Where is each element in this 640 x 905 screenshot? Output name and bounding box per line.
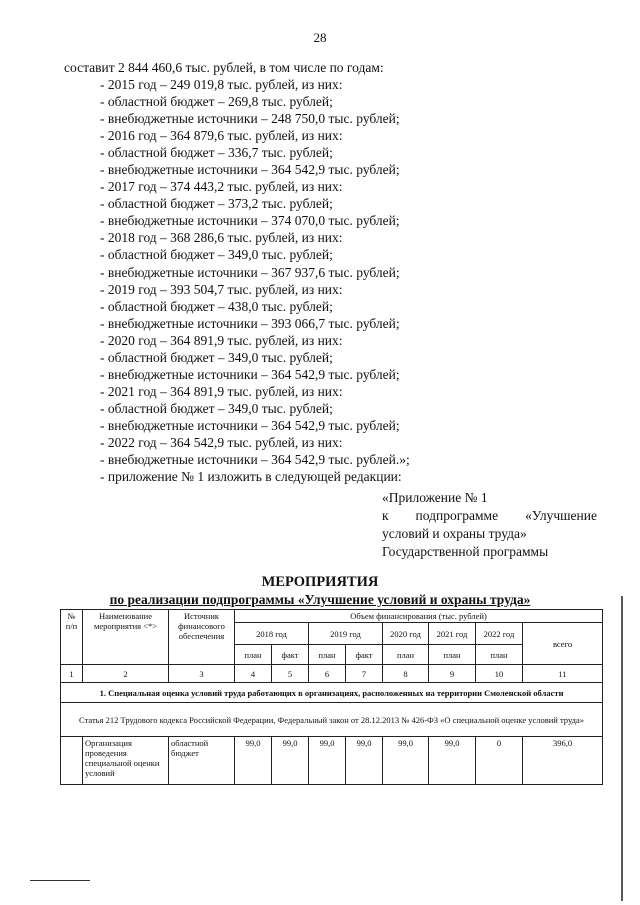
- header-year: 2022 год: [476, 623, 523, 645]
- funding-line: - приложение № 1 изложить в следующей редакции:: [100, 469, 402, 485]
- funding-line: - областной бюджет – 349,0 тыс. рублей;: [100, 400, 333, 416]
- appendix-reference: [382, 489, 597, 561]
- funding-line: - внебюджетные источники – 248 750,0 тыс. рублей;: [100, 111, 400, 127]
- law-row: [61, 703, 603, 737]
- funding-line: - внебюджетные источники – 364 542,9 тыс. рублей.»;: [100, 452, 410, 468]
- column-number: 9: [429, 665, 476, 683]
- header-name: Наименование мероприятия <*>: [83, 610, 169, 665]
- column-number: 11: [523, 665, 603, 683]
- funding-line: - 2018 год – 368 286,6 тыс. рублей, из них:: [100, 230, 343, 246]
- cell-value: 99,0: [235, 737, 272, 785]
- header-volume: Объем финансирования (тыс. рублей): [235, 610, 603, 623]
- funding-line: - областной бюджет – 373,2 тыс. рублей;: [100, 196, 333, 212]
- cell-num: [61, 737, 83, 785]
- column-number: 5: [272, 665, 309, 683]
- funding-line: - 2015 год – 249 019,8 тыс. рублей, из них:: [100, 77, 343, 92]
- header-year: 2018 год: [235, 623, 309, 645]
- document-subtitle: по реализации подпрограммы «Улучшение условий и охраны труда»: [109, 592, 531, 607]
- table-header-row: [61, 610, 603, 623]
- funding-line: - областной бюджет – 438,0 тыс. рублей;: [100, 298, 333, 314]
- funding-line: - внебюджетные источники – 367 937,6 тыс. рублей;: [100, 264, 400, 280]
- column-number: 1: [61, 665, 83, 683]
- cell-value: 99,0: [309, 737, 346, 785]
- table-row: [61, 737, 603, 785]
- funding-line: - 2016 год – 364 879,6 тыс. рублей, из них:: [100, 128, 343, 144]
- header-year: 2019 год: [309, 623, 383, 645]
- page-number: 28: [313, 30, 327, 45]
- funding-line: - областной бюджет – 349,0 тыс. рублей;: [100, 247, 333, 263]
- funding-line: - 2022 год – 364 542,9 тыс. рублей, из них:: [100, 434, 343, 450]
- funding-line: - 2017 год – 374 443,2 тыс. рублей, из них:: [100, 179, 343, 195]
- appendix-line: «Приложение № 1: [382, 490, 488, 505]
- cell-activity-name: Организация проведения специальной оценки условий: [83, 737, 169, 785]
- funding-line: - внебюджетные источники – 364 542,9 тыс. рублей;: [100, 366, 400, 382]
- funding-line: - областной бюджет – 269,8 тыс. рублей;: [100, 94, 333, 110]
- header-plan: план: [383, 645, 429, 665]
- cell-value: 99,0: [383, 737, 429, 785]
- cell-value: 0: [476, 737, 523, 785]
- column-number: 3: [169, 665, 235, 683]
- funding-line: - областной бюджет – 349,0 тыс. рублей;: [100, 349, 333, 365]
- column-number: 2: [83, 665, 169, 683]
- header-num: № п/п: [61, 610, 83, 665]
- cell-value: 99,0: [346, 737, 383, 785]
- activities-table: [60, 609, 603, 785]
- cell-source: областной бюджет: [169, 737, 235, 785]
- column-number: 6: [309, 665, 346, 683]
- cell-value: 99,0: [272, 737, 309, 785]
- header-plan: план: [309, 645, 346, 665]
- legal-basis: Статья 212 Трудового кодекса Российской Федерации, Федеральный закон от 28.12.2013 № 426-ФЗ «О специальной оценке условий труда»: [61, 703, 603, 737]
- section-row: [61, 683, 603, 703]
- column-number: 7: [346, 665, 383, 683]
- funding-line: - внебюджетные источники – 374 070,0 тыс. рублей;: [100, 213, 400, 229]
- funding-line: - внебюджетные источники – 393 066,7 тыс. рублей;: [100, 315, 400, 331]
- document-title: МЕРОПРИЯТИЯ: [261, 574, 379, 590]
- funding-line: - внебюджетные источники – 364 542,9 тыс. рублей;: [100, 162, 400, 178]
- section-heading: 1. Специальная оценка условий труда работающих в организациях, расположенных на территории Смоленской области: [61, 683, 603, 703]
- column-number: 10: [476, 665, 523, 683]
- header-plan: план: [476, 645, 523, 665]
- funding-line: - областной бюджет – 336,7 тыс. рублей;: [100, 145, 333, 161]
- column-number: 8: [383, 665, 429, 683]
- funding-list: [100, 76, 410, 485]
- header-fact: факт: [346, 645, 383, 665]
- header-year: 2021 год: [429, 623, 476, 645]
- header-source: Источник финансового обеспечения: [169, 610, 235, 665]
- cell-value: 396,0: [523, 737, 603, 785]
- appendix-line: условий и охраны труда»: [382, 526, 527, 541]
- appendix-line: к подпрограмме «Улучшение: [382, 508, 597, 523]
- cell-value: 99,0: [429, 737, 476, 785]
- scan-mark: [600, 596, 630, 901]
- funding-line: - 2021 год – 364 891,9 тыс. рублей, из них:: [100, 383, 343, 399]
- appendix-line: Государственной программы: [382, 544, 549, 559]
- column-number: 4: [235, 665, 272, 683]
- footnote-rule: [30, 880, 90, 881]
- column-number-row: [61, 665, 603, 683]
- header-fact: факт: [272, 645, 309, 665]
- funding-line: - 2019 год – 393 504,7 тыс. рублей, из них:: [100, 281, 343, 297]
- funding-line: - 2020 год – 364 891,9 тыс. рублей, из них:: [100, 332, 343, 348]
- header-plan: план: [235, 645, 272, 665]
- header-year: 2020 год: [383, 623, 429, 645]
- header-plan: план: [429, 645, 476, 665]
- funding-line: - внебюджетные источники – 364 542,9 тыс. рублей;: [100, 417, 400, 433]
- header-total: всего: [523, 623, 603, 665]
- lead-paragraph: составит 2 844 460,6 тыс. рублей, в том числе по годам:: [64, 60, 384, 75]
